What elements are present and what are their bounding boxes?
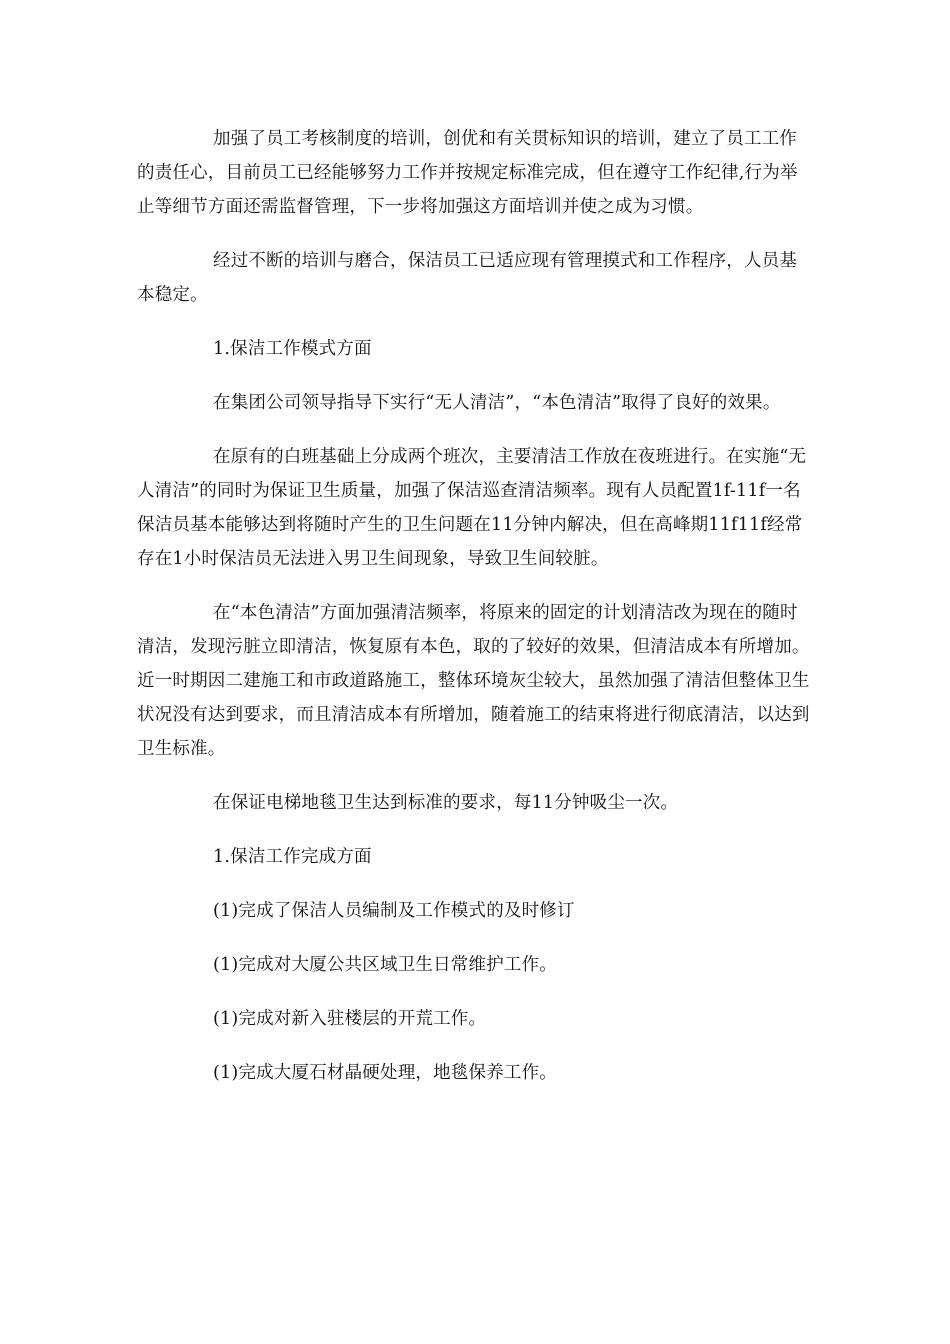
- section-heading-work-completed: 1.保洁工作完成方面: [213, 847, 372, 867]
- paragraph-shift-arrangement: 在原有的白班基础上分成两个班次，主要清洁工作放在夜班进行。在实施“无人清洁”的同时为保证卫生质量，加强了保洁巡查清洁频率。现有人员配置1f-11f一名保洁员基本能够达到将随时产生的卫生问题在11分钟内解决，但在高峰期11f11f经常存在1小时保洁员无法进入男卫生间现象，导致卫生间较脏。: [137, 447, 807, 569]
- paragraph-unmanned-cleaning: 在集团公司领导指导下实行“无人清洁”，“本色清洁”取得了良好的效果。: [213, 393, 781, 413]
- list-item-staffing-revision: (1)完成了保洁人员编制及工作模式的及时修订: [213, 901, 575, 921]
- document-content: [137, 122, 813, 1090]
- section-heading-cleaning-mode: 1.保洁工作模式方面: [213, 339, 372, 359]
- list-item-public-area-maintenance: (1)完成对大厦公共区域卫生日常维护工作。: [213, 955, 557, 975]
- list-item-new-floor-cleaning: (1)完成对新入驻楼层的开荒工作。: [213, 1009, 487, 1029]
- paragraph-original-color-cleaning: 在“本色清洁”方面加强清洁频率，将原来的固定的计划清洁改为现在的随时清洁，发现污脏立即清洁，恢复原有本色，取的了较好的效果，但清洁成本有所增加。近一时期因二建施工和市政道路施工，整体环境灰尘较大，虽然加强了清洁但整体卫生状况没有达到要求，而且清洁成本有所增加，随着施工的结束将进行彻底清洁，以达到卫生标准。: [137, 603, 810, 759]
- paragraph-training: 加强了员工考核制度的培训，创优和有关贯标知识的培训，建立了员工工作的责任心，目前员工已经能够努力工作并按规定标准完成，但在遵守工作纪律,行为举止等细节方面还需监督管理，下一步将加强这方面培训并使之成为习惯。: [137, 129, 798, 217]
- paragraph-staff-stability: 经过不断的培训与磨合，保洁员工已适应现有管理摸式和工作程序，人员基本稳定。: [137, 251, 798, 305]
- paragraph-elevator-carpet: 在保证电梯地毯卫生达到标准的要求，每11分钟吸尘一次。: [213, 793, 679, 813]
- list-item-stone-carpet-maintenance: (1)完成大厦石材晶硬处理，地毯保养工作。: [213, 1063, 557, 1083]
